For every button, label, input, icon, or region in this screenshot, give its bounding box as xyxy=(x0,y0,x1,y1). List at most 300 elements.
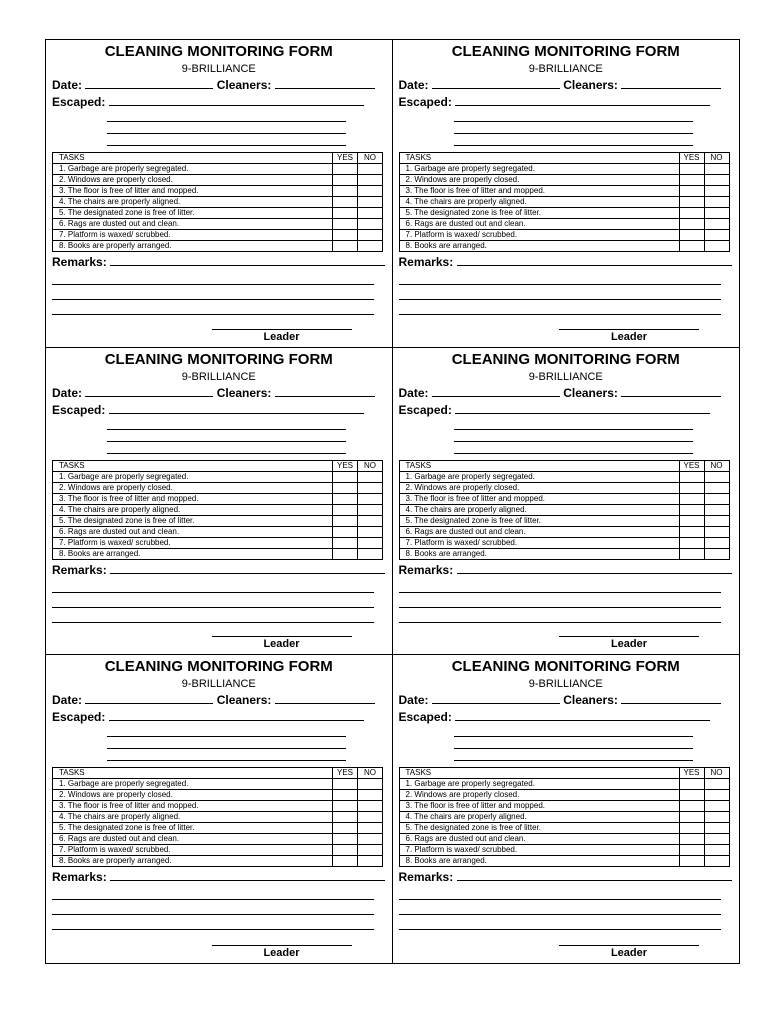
no-checkbox[interactable] xyxy=(704,526,729,537)
remarks-line[interactable] xyxy=(52,900,374,915)
no-checkbox[interactable] xyxy=(358,482,383,493)
yes-checkbox[interactable] xyxy=(333,219,358,230)
form-title: CLEANING MONITORING FORM xyxy=(104,658,333,676)
leader-signature xyxy=(559,933,699,959)
remarks-line[interactable] xyxy=(399,300,722,315)
yes-checkbox[interactable] xyxy=(333,471,358,482)
task-row xyxy=(399,812,729,823)
yes-checkbox[interactable] xyxy=(679,482,704,493)
tasks-header-row xyxy=(53,460,383,471)
form-title: CLEANING MONITORING FORM xyxy=(104,350,333,368)
yes-checkbox[interactable] xyxy=(333,823,358,834)
date-label: Date: xyxy=(398,385,429,400)
task-row xyxy=(53,515,383,526)
remarks-field[interactable] xyxy=(457,562,732,574)
no-checkbox[interactable] xyxy=(704,812,729,823)
no-checkbox[interactable] xyxy=(704,241,729,252)
task-label: 7. Platform is waxed/ scrubbed. xyxy=(53,845,333,856)
date-field[interactable] xyxy=(432,77,560,89)
task-label: 2. Windows are properly closed. xyxy=(399,482,679,493)
no-checkbox[interactable] xyxy=(358,471,383,482)
tasks-header: TASKS xyxy=(53,460,333,471)
task-row xyxy=(399,834,729,845)
leader-label: Leader xyxy=(610,638,648,651)
remarks-line[interactable] xyxy=(52,885,374,900)
cleaning-form-6 xyxy=(393,655,740,963)
yes-checkbox[interactable] xyxy=(679,548,704,559)
remarks-line[interactable] xyxy=(52,608,374,623)
remarks-line[interactable] xyxy=(399,593,722,608)
yes-checkbox[interactable] xyxy=(679,164,704,175)
yes-checkbox[interactable] xyxy=(333,790,358,801)
remarks-row xyxy=(52,869,386,885)
yes-checkbox[interactable] xyxy=(679,241,704,252)
escaped-label: Escaped: xyxy=(52,710,106,725)
task-label: 1. Garbage are properly segregated. xyxy=(399,779,679,790)
yes-checkbox[interactable] xyxy=(679,856,704,867)
no-header: NO xyxy=(358,768,383,779)
escaped-label: Escaped: xyxy=(52,402,106,417)
task-label: 6. Rags are dusted out and clean. xyxy=(53,834,333,845)
cleaners-field[interactable] xyxy=(621,385,721,397)
remarks-line[interactable] xyxy=(52,593,374,608)
task-label: 6. Rags are dusted out and clean. xyxy=(53,219,333,230)
form-title: CLEANING MONITORING FORM xyxy=(451,350,680,368)
escaped-field[interactable] xyxy=(455,402,710,414)
no-checkbox[interactable] xyxy=(358,823,383,834)
yes-checkbox[interactable] xyxy=(679,230,704,241)
yes-checkbox[interactable] xyxy=(333,801,358,812)
task-label: 3. The floor is free of litter and mopped. xyxy=(399,186,679,197)
task-label: 2. Windows are properly closed. xyxy=(53,482,333,493)
no-checkbox[interactable] xyxy=(358,548,383,559)
task-row xyxy=(53,790,383,801)
task-label: 7. Platform is waxed/ scrubbed. xyxy=(399,845,679,856)
yes-checkbox[interactable] xyxy=(333,515,358,526)
no-checkbox[interactable] xyxy=(358,186,383,197)
escaped-continuation-line[interactable] xyxy=(454,430,694,442)
task-label: 4. The chairs are properly aligned. xyxy=(53,504,333,515)
escaped-row xyxy=(399,709,734,725)
yes-header: YES xyxy=(333,153,358,164)
yes-header: YES xyxy=(333,768,358,779)
escaped-continuation-line[interactable] xyxy=(107,110,346,122)
task-label: 2. Windows are properly closed. xyxy=(399,790,679,801)
yes-checkbox[interactable] xyxy=(679,801,704,812)
no-checkbox[interactable] xyxy=(358,230,383,241)
date-label: Date: xyxy=(52,385,83,400)
tasks-header-row xyxy=(399,460,729,471)
date-field[interactable] xyxy=(85,77,213,89)
task-label: 6. Rags are dusted out and clean. xyxy=(53,526,333,537)
escaped-field[interactable] xyxy=(109,709,364,721)
cleaners-label: Cleaners: xyxy=(216,693,272,708)
task-row xyxy=(53,493,383,504)
no-checkbox[interactable] xyxy=(704,504,729,515)
no-header: NO xyxy=(358,460,383,471)
task-row xyxy=(399,515,729,526)
task-row xyxy=(399,779,729,790)
remarks-line[interactable] xyxy=(399,285,722,300)
escaped-continuation-line[interactable] xyxy=(107,134,346,146)
escaped-continuation-line[interactable] xyxy=(107,430,346,442)
leader-signature xyxy=(559,624,699,650)
tasks-header-row xyxy=(399,768,729,779)
escaped-field[interactable] xyxy=(455,94,710,106)
task-row xyxy=(399,845,729,856)
escaped-field[interactable] xyxy=(455,709,710,721)
remarks-line[interactable] xyxy=(52,578,374,593)
task-row xyxy=(53,823,383,834)
task-row xyxy=(53,471,383,482)
remarks-field[interactable] xyxy=(110,254,385,266)
date-cleaners-row xyxy=(399,77,734,93)
task-row xyxy=(399,526,729,537)
tasks-header-row xyxy=(399,153,729,164)
yes-checkbox[interactable] xyxy=(333,493,358,504)
task-label: 7. Platform is waxed/ scrubbed. xyxy=(399,537,679,548)
no-checkbox[interactable] xyxy=(704,790,729,801)
no-checkbox[interactable] xyxy=(358,845,383,856)
yes-checkbox[interactable] xyxy=(679,526,704,537)
task-label: 6. Rags are dusted out and clean. xyxy=(399,219,679,230)
task-row xyxy=(399,493,729,504)
remarks-line[interactable] xyxy=(399,885,722,900)
tasks-header-row xyxy=(53,153,383,164)
no-checkbox[interactable] xyxy=(704,175,729,186)
tasks-header: TASKS xyxy=(399,153,679,164)
task-label: 3. The floor is free of litter and mopped. xyxy=(53,801,333,812)
section-name: 9-BRILLIANCE xyxy=(181,678,256,691)
no-checkbox[interactable] xyxy=(704,834,729,845)
no-header: NO xyxy=(704,460,729,471)
yes-checkbox[interactable] xyxy=(333,482,358,493)
remarks-line[interactable] xyxy=(399,608,722,623)
yes-checkbox[interactable] xyxy=(333,834,358,845)
task-label: 4. The chairs are properly aligned. xyxy=(53,812,333,823)
task-row xyxy=(399,856,729,867)
no-checkbox[interactable] xyxy=(704,230,729,241)
task-row xyxy=(53,175,383,186)
cleaners-label: Cleaners: xyxy=(563,693,618,708)
date-field[interactable] xyxy=(432,385,560,397)
yes-checkbox[interactable] xyxy=(333,504,358,515)
no-checkbox[interactable] xyxy=(704,537,729,548)
no-checkbox[interactable] xyxy=(704,197,729,208)
remarks-label: Remarks: xyxy=(52,255,107,269)
cleaners-field[interactable] xyxy=(275,77,375,89)
yes-checkbox[interactable] xyxy=(679,219,704,230)
cleaners-field[interactable] xyxy=(275,692,375,704)
task-row xyxy=(53,164,383,175)
yes-header: YES xyxy=(333,460,358,471)
task-label: 5. The designated zone is free of litter. xyxy=(399,823,679,834)
no-checkbox[interactable] xyxy=(704,856,729,867)
task-label: 5. The designated zone is free of litter. xyxy=(53,823,333,834)
task-label: 1. Garbage are properly segregated. xyxy=(53,164,333,175)
yes-checkbox[interactable] xyxy=(679,175,704,186)
no-checkbox[interactable] xyxy=(704,493,729,504)
no-checkbox[interactable] xyxy=(704,548,729,559)
form-title: CLEANING MONITORING FORM xyxy=(451,658,680,676)
yes-checkbox[interactable] xyxy=(333,175,358,186)
task-label: 7. Platform is waxed/ scrubbed. xyxy=(399,230,679,241)
leader-signature-line[interactable] xyxy=(212,624,352,637)
leader-signature-line[interactable] xyxy=(212,317,352,330)
task-label: 2. Windows are properly closed. xyxy=(53,790,333,801)
yes-checkbox[interactable] xyxy=(679,186,704,197)
yes-header: YES xyxy=(679,153,704,164)
task-row xyxy=(53,504,383,515)
no-checkbox[interactable] xyxy=(358,197,383,208)
leader-signature-line[interactable] xyxy=(559,317,699,330)
task-row xyxy=(399,208,729,219)
yes-checkbox[interactable] xyxy=(679,208,704,219)
yes-checkbox[interactable] xyxy=(333,208,358,219)
yes-checkbox[interactable] xyxy=(333,845,358,856)
remarks-line[interactable] xyxy=(399,915,722,930)
tasks-table xyxy=(399,460,730,560)
yes-header: YES xyxy=(679,460,704,471)
yes-checkbox[interactable] xyxy=(333,164,358,175)
yes-checkbox[interactable] xyxy=(333,856,358,867)
yes-checkbox[interactable] xyxy=(679,471,704,482)
remarks-row xyxy=(399,869,734,885)
cleaners-field[interactable] xyxy=(621,77,721,89)
escaped-continuation-line[interactable] xyxy=(454,725,694,737)
task-row xyxy=(53,208,383,219)
escaped-continuation-line[interactable] xyxy=(454,418,694,430)
task-label: 6. Rags are dusted out and clean. xyxy=(399,834,679,845)
no-checkbox[interactable] xyxy=(704,845,729,856)
date-field[interactable] xyxy=(85,692,213,704)
remarks-label: Remarks: xyxy=(398,562,454,577)
leader-signature xyxy=(559,317,699,343)
remarks-row xyxy=(52,254,386,270)
date-field[interactable] xyxy=(85,385,213,397)
yes-checkbox[interactable] xyxy=(679,515,704,526)
date-field[interactable] xyxy=(432,692,560,704)
remarks-line[interactable] xyxy=(52,300,374,315)
cleaners-field[interactable] xyxy=(621,692,721,704)
cleaners-label: Cleaners: xyxy=(563,385,618,400)
leader-signature xyxy=(212,933,352,959)
no-checkbox[interactable] xyxy=(358,164,383,175)
no-checkbox[interactable] xyxy=(358,856,383,867)
no-checkbox[interactable] xyxy=(704,219,729,230)
yes-checkbox[interactable] xyxy=(333,230,358,241)
cleaning-form-3 xyxy=(46,348,393,656)
task-row xyxy=(53,219,383,230)
date-label: Date: xyxy=(398,693,429,708)
yes-checkbox[interactable] xyxy=(679,779,704,790)
no-checkbox[interactable] xyxy=(358,493,383,504)
escaped-continuation-line[interactable] xyxy=(454,110,694,122)
no-checkbox[interactable] xyxy=(358,241,383,252)
escaped-continuation-line[interactable] xyxy=(107,737,346,749)
no-checkbox[interactable] xyxy=(358,779,383,790)
no-checkbox[interactable] xyxy=(358,175,383,186)
no-checkbox[interactable] xyxy=(704,482,729,493)
yes-checkbox[interactable] xyxy=(679,845,704,856)
task-label: 1. Garbage are properly segregated. xyxy=(53,471,333,482)
no-checkbox[interactable] xyxy=(358,208,383,219)
escaped-continuation-line[interactable] xyxy=(107,418,346,430)
no-checkbox[interactable] xyxy=(358,537,383,548)
no-checkbox[interactable] xyxy=(358,801,383,812)
no-checkbox[interactable] xyxy=(358,515,383,526)
remarks-line[interactable] xyxy=(399,270,722,285)
task-label: 4. The chairs are properly aligned. xyxy=(399,504,679,515)
escaped-continuation-line[interactable] xyxy=(454,134,694,146)
task-label: 2. Windows are properly closed. xyxy=(53,175,333,186)
tasks-table xyxy=(399,767,730,867)
no-checkbox[interactable] xyxy=(704,208,729,219)
task-label: 1. Garbage are properly segregated. xyxy=(399,471,679,482)
remarks-field[interactable] xyxy=(110,562,385,574)
remarks-label: Remarks: xyxy=(52,562,107,577)
escaped-continuation-line[interactable] xyxy=(107,442,346,454)
section-name: 9-BRILLIANCE xyxy=(181,63,256,75)
task-row xyxy=(399,186,729,197)
yes-checkbox[interactable] xyxy=(679,790,704,801)
leader-signature-line[interactable] xyxy=(559,933,699,946)
no-checkbox[interactable] xyxy=(704,779,729,790)
no-checkbox[interactable] xyxy=(358,834,383,845)
yes-checkbox[interactable] xyxy=(333,812,358,823)
task-row xyxy=(53,845,383,856)
task-row xyxy=(53,812,383,823)
remarks-row xyxy=(399,254,734,270)
no-checkbox[interactable] xyxy=(358,504,383,515)
escaped-label: Escaped: xyxy=(398,402,452,417)
escaped-continuation-line[interactable] xyxy=(107,122,346,134)
remarks-field[interactable] xyxy=(457,869,732,881)
escaped-field[interactable] xyxy=(109,94,364,106)
task-label: 8. Books are properly arranged. xyxy=(53,241,333,252)
tasks-header: TASKS xyxy=(399,460,679,471)
tasks-table xyxy=(52,152,383,252)
escaped-continuation-line[interactable] xyxy=(107,725,346,737)
task-row xyxy=(53,230,383,241)
yes-checkbox[interactable] xyxy=(679,504,704,515)
task-row xyxy=(53,482,383,493)
task-row xyxy=(53,548,383,559)
date-cleaners-row xyxy=(399,692,734,708)
date-label: Date: xyxy=(52,78,83,92)
task-row xyxy=(53,779,383,790)
remarks-label: Remarks: xyxy=(52,870,107,885)
yes-checkbox[interactable] xyxy=(333,241,358,252)
yes-checkbox[interactable] xyxy=(333,197,358,208)
escaped-continuation-line[interactable] xyxy=(454,442,694,454)
task-label: 2. Windows are properly closed. xyxy=(399,175,679,186)
task-label: 1. Garbage are properly segregated. xyxy=(399,164,679,175)
task-label: 6. Rags are dusted out and clean. xyxy=(399,526,679,537)
yes-checkbox[interactable] xyxy=(333,548,358,559)
yes-checkbox[interactable] xyxy=(679,834,704,845)
task-label: 8. Books are arranged. xyxy=(399,241,679,252)
remarks-field[interactable] xyxy=(110,869,385,881)
no-checkbox[interactable] xyxy=(358,219,383,230)
leader-signature xyxy=(212,317,352,343)
remarks-field[interactable] xyxy=(457,254,732,266)
yes-checkbox[interactable] xyxy=(679,823,704,834)
escaped-continuation-line[interactable] xyxy=(454,737,694,749)
task-label: 7. Platform is waxed/ scrubbed. xyxy=(53,230,333,241)
section-name: 9-BRILLIANCE xyxy=(528,63,603,75)
tasks-table xyxy=(52,460,383,560)
no-checkbox[interactable] xyxy=(704,164,729,175)
task-row xyxy=(399,241,729,252)
task-row xyxy=(53,186,383,197)
remarks-line[interactable] xyxy=(399,900,722,915)
no-checkbox[interactable] xyxy=(704,823,729,834)
yes-checkbox[interactable] xyxy=(679,812,704,823)
escaped-field[interactable] xyxy=(109,402,364,414)
task-row xyxy=(399,175,729,186)
no-checkbox[interactable] xyxy=(358,812,383,823)
cleaners-field[interactable] xyxy=(275,385,375,397)
yes-checkbox[interactable] xyxy=(679,537,704,548)
no-checkbox[interactable] xyxy=(704,471,729,482)
task-label: 4. The chairs are properly aligned. xyxy=(399,812,679,823)
date-label: Date: xyxy=(52,693,83,708)
remarks-line[interactable] xyxy=(52,270,374,285)
no-checkbox[interactable] xyxy=(704,515,729,526)
escaped-continuation-line[interactable] xyxy=(454,749,694,761)
yes-checkbox[interactable] xyxy=(679,493,704,504)
no-checkbox[interactable] xyxy=(358,526,383,537)
no-checkbox[interactable] xyxy=(704,801,729,812)
section-name: 9-BRILLIANCE xyxy=(528,370,603,383)
remarks-label: Remarks: xyxy=(398,870,454,885)
task-label: 3. The floor is free of litter and mopped. xyxy=(399,493,679,504)
date-cleaners-row xyxy=(52,692,386,708)
task-label: 3. The floor is free of litter and mopped. xyxy=(399,801,679,812)
task-row xyxy=(53,834,383,845)
yes-checkbox[interactable] xyxy=(333,526,358,537)
yes-checkbox[interactable] xyxy=(333,779,358,790)
task-label: 5. The designated zone is free of litter. xyxy=(399,208,679,219)
cleaning-form-5 xyxy=(46,655,393,963)
task-label: 8. Books are properly arranged. xyxy=(53,856,333,867)
task-label: 7. Platform is waxed/ scrubbed. xyxy=(53,537,333,548)
no-header: NO xyxy=(704,153,729,164)
task-row xyxy=(399,801,729,812)
task-label: 1. Garbage are properly segregated. xyxy=(53,779,333,790)
escaped-continuation-line[interactable] xyxy=(107,749,346,761)
tasks-table xyxy=(52,767,383,867)
date-cleaners-row xyxy=(52,385,386,401)
no-checkbox[interactable] xyxy=(704,186,729,197)
tasks-header: TASKS xyxy=(53,768,333,779)
remarks-line[interactable] xyxy=(52,915,374,930)
leader-signature-line[interactable] xyxy=(559,624,699,637)
leader-signature-line[interactable] xyxy=(212,933,352,946)
remarks-line[interactable] xyxy=(399,578,722,593)
no-header: NO xyxy=(704,768,729,779)
remarks-line[interactable] xyxy=(52,285,374,300)
task-row xyxy=(399,482,729,493)
yes-checkbox[interactable] xyxy=(333,537,358,548)
cleaning-form-2 xyxy=(393,40,740,348)
escaped-continuation-line[interactable] xyxy=(454,122,694,134)
date-cleaners-row xyxy=(52,77,386,93)
yes-checkbox[interactable] xyxy=(333,186,358,197)
no-checkbox[interactable] xyxy=(358,790,383,801)
yes-checkbox[interactable] xyxy=(679,197,704,208)
